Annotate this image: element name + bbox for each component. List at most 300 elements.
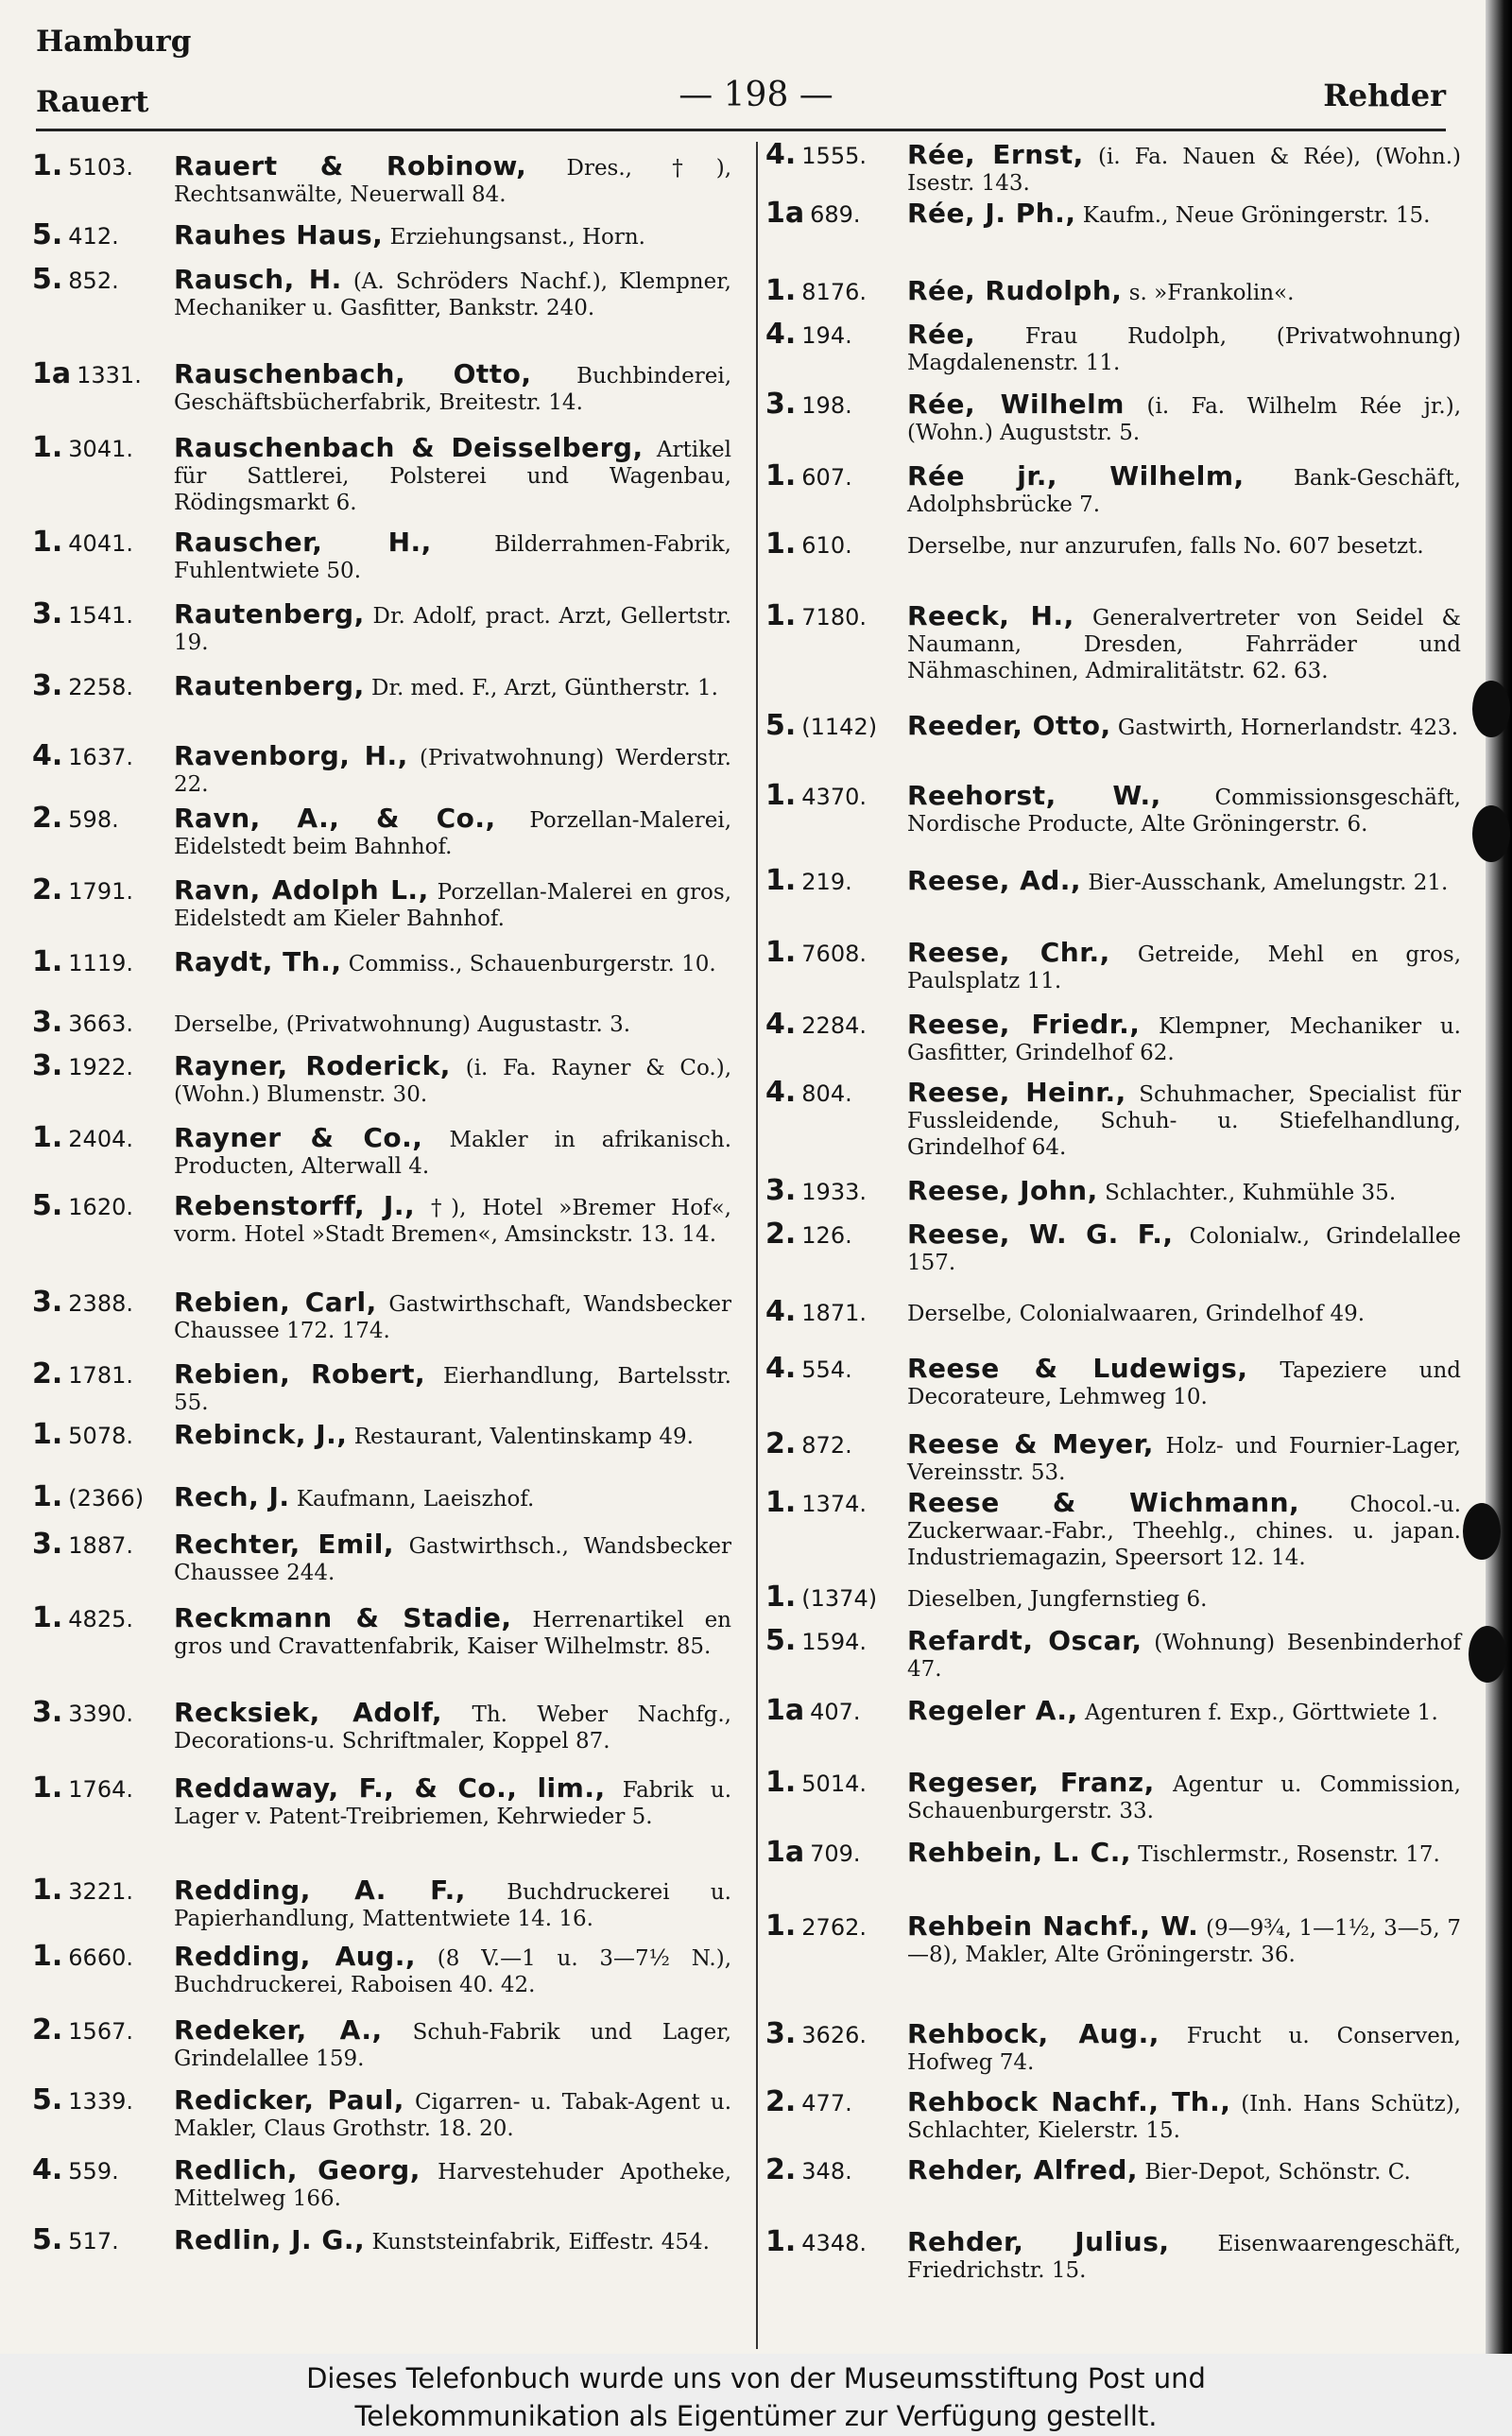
entry-text <box>32 1010 731 1038</box>
subscriber-details: Kaufmann, Laeiszhof. <box>296 1487 535 1512</box>
phone-number <box>765 388 852 421</box>
subscriber-name: Reddaway, F., & Co., lim., <box>174 1772 606 1804</box>
subscriber-details: Commiss., Schauenburgerstr. 10. <box>348 952 716 976</box>
directory-entry <box>32 802 732 860</box>
entry-text <box>765 2086 1461 2144</box>
phone-number <box>765 1909 867 1943</box>
entry-text <box>765 531 1461 560</box>
subscriber-name: Rehder, Julius, <box>907 2226 1170 2257</box>
binding-hole <box>1463 1503 1501 1560</box>
directory-entry <box>32 1874 731 1932</box>
phone-number <box>32 597 133 631</box>
directory-entry <box>32 1006 731 1039</box>
directory-entry <box>32 1286 731 1344</box>
entry-text <box>32 2014 732 2072</box>
subscriber-name: Reese, Friedr., <box>907 1009 1141 1040</box>
line-number: 1887. <box>68 1532 133 1559</box>
subscriber-name: Rée jr., Wilhelm, <box>907 460 1245 492</box>
subscriber-name: Reese, John, <box>907 1175 1098 1206</box>
line-number: 3390. <box>68 1701 133 1727</box>
phone-number <box>32 873 133 907</box>
phone-number <box>32 1940 133 1973</box>
subscriber-name: Redding, Aug., <box>174 1941 416 1972</box>
phone-number <box>32 802 119 835</box>
line-number: 7608. <box>801 941 867 967</box>
exchange-zone: 4. <box>32 2153 63 2186</box>
entry-text <box>32 670 731 701</box>
subscriber-details: †), Hotel »Bremer Hof«, vorm. Hotel »Stadt Bremen«, Amsinckstr. 13. 14. <box>174 1196 731 1247</box>
subscriber-name: Rée, Rudolph, <box>907 275 1123 306</box>
entry-text <box>765 1011 1461 1066</box>
phone-number <box>32 263 119 296</box>
exchange-zone: 4. <box>32 739 63 772</box>
entry-text <box>765 1299 1461 1327</box>
directory-entry <box>765 2017 1461 2076</box>
exchange-zone: 2. <box>765 2085 797 2118</box>
line-number: 3221. <box>68 1878 133 1905</box>
subscriber-details: Chocol.-u. Zuckerwaar.-Fabr., Theehlg., chines. u. japan. Industriemagazin, Speersort 12. 14. <box>907 1493 1462 1570</box>
phone-number <box>765 1295 867 1328</box>
exchange-zone: 3. <box>32 1528 63 1561</box>
entry-text <box>765 1175 1461 1206</box>
subscriber-details: Bank-Geschäft, Adolphsbrücke 7. <box>907 466 1461 517</box>
subscriber-name: Reese & Wichmann, <box>907 1487 1300 1518</box>
subscriber-name: Rée, J. Ph., <box>907 198 1076 229</box>
entry-text <box>32 598 732 656</box>
subscriber-name: Refardt, Oscar, <box>907 1625 1143 1656</box>
phone-number <box>765 274 867 307</box>
entry-text <box>32 1941 732 1998</box>
subscriber-name: Reese & Meyer, <box>907 1428 1154 1460</box>
subscriber-details: s. »Frankolin«. <box>1128 281 1295 305</box>
exchange-zone: 1. <box>765 1581 797 1614</box>
entry-text <box>765 321 1461 376</box>
subscriber-name: Reese & Ludewigs, <box>907 1353 1248 1384</box>
subscriber-details: Buchdruckerei u. Papierhandlung, Mattentwiete 14. 16. <box>174 1880 731 1931</box>
exchange-zone: 1. <box>32 1874 63 1907</box>
entry-text <box>765 200 1461 229</box>
exchange-zone: 1a <box>765 1836 805 1869</box>
exchange-zone: 1. <box>765 2225 797 2258</box>
directory-entry <box>765 1295 1461 1328</box>
exchange-zone: 1. <box>765 274 797 307</box>
footer-line-1: Dieses Telefonbuch wurde uns von der Museumsstiftung Post und <box>306 2362 1206 2394</box>
directory-entry <box>32 739 731 798</box>
entry-text <box>765 1837 1461 1868</box>
subscriber-name: Rehbock, Aug., <box>907 2018 1160 2049</box>
phone-number <box>765 318 852 351</box>
subscriber-details: (i. Fa. Nauen & Rée), (Wohn.) Isestr. 143. <box>907 145 1461 196</box>
entry-text <box>765 391 1461 446</box>
directory-entry <box>32 431 731 516</box>
subscriber-details: Fabrik u. Lager v. Patent-Treibriemen, Kehrwieder 5. <box>174 1778 732 1829</box>
exchange-zone: 3. <box>32 669 63 702</box>
line-number: 6660. <box>68 1944 133 1971</box>
entry-text <box>765 1625 1462 1683</box>
exchange-zone: 3. <box>32 1006 63 1039</box>
subscriber-name: Rehbein, L. C., <box>907 1837 1131 1868</box>
subscriber-details: Herrenartikel en gros und Cravattenfabrik, Kaiser Wilhelmstr. 85. <box>174 1608 731 1659</box>
phone-number <box>32 1286 133 1319</box>
exchange-zone: 1. <box>765 599 797 632</box>
entry-text <box>32 432 731 516</box>
exchange-zone: 1. <box>765 936 797 969</box>
binding-hole <box>1472 805 1510 862</box>
phone-number <box>765 1766 867 1799</box>
subscriber-name: Rauhes Haus, <box>174 219 384 251</box>
entry-text <box>32 1190 731 1248</box>
entry-text <box>32 874 731 932</box>
line-number: (1142) <box>801 714 878 740</box>
right-guide-word: Rehder <box>1323 78 1446 113</box>
entry-text <box>32 2224 731 2255</box>
phone-number <box>765 864 852 897</box>
line-number: 1871. <box>801 1300 867 1326</box>
subscriber-details: Tapeziere und Decorateure, Lehmweg 10. <box>907 1358 1461 1409</box>
directory-entry <box>32 149 732 208</box>
subscriber-name: Raydt, Th., <box>174 946 342 977</box>
line-number: 2284. <box>801 1012 867 1039</box>
exchange-zone: 1. <box>32 149 63 182</box>
phone-number <box>765 1427 852 1460</box>
line-number: 3663. <box>68 1011 133 1037</box>
entry-text <box>765 275 1461 306</box>
header-rule <box>36 129 1446 131</box>
subscriber-details: Gastwirth, Hornerlandstr. 423. <box>1117 716 1459 740</box>
line-number: 3041. <box>68 436 133 462</box>
entry-text <box>32 1419 731 1450</box>
entry-text <box>765 1077 1461 1161</box>
directory-entry <box>765 1694 1461 1727</box>
subscriber-name: Ravenborg, H., <box>174 740 408 771</box>
entry-text <box>32 1289 731 1344</box>
subscriber-name: Rehbock Nachf., Th., <box>907 2086 1231 2117</box>
phone-number <box>765 527 852 561</box>
exchange-zone: 4. <box>765 318 797 351</box>
directory-entry <box>765 2225 1461 2284</box>
directory-entry <box>765 1581 1461 1614</box>
directory-entry <box>765 459 1461 518</box>
phone-number <box>765 1352 852 1385</box>
entry-text <box>765 937 1462 994</box>
line-number: 7180. <box>801 604 867 631</box>
exchange-zone: 5. <box>32 1189 63 1222</box>
subscriber-name: Rehder, Alfred, <box>907 2154 1139 2185</box>
exchange-zone: 3. <box>765 1174 797 1207</box>
phone-number <box>765 709 878 742</box>
entry-text <box>32 1602 731 1660</box>
phone-number <box>32 945 133 978</box>
directory-entry <box>765 1909 1461 1968</box>
entry-text <box>765 780 1461 838</box>
exchange-zone: 1. <box>765 1486 797 1519</box>
entry-text <box>765 1487 1462 1571</box>
exchange-zone: 2. <box>765 2153 797 2186</box>
line-number: 804. <box>801 1080 852 1107</box>
left-guide-word: Rauert <box>36 85 149 119</box>
exchange-zone: 1a <box>765 197 805 230</box>
directory-entry <box>32 263 731 321</box>
directory-entry <box>765 599 1462 684</box>
exchange-zone: 1a <box>765 1694 805 1727</box>
footer-line-2: Telekommunikation als Eigentümer zur Verfügung gestellt. <box>354 2400 1158 2432</box>
subscriber-details: Artikel für Sattlerei, Polsterei und Wagenbau, Rödingsmarkt 6. <box>174 438 731 515</box>
exchange-zone: 3. <box>32 1049 63 1082</box>
entry-text <box>32 529 731 584</box>
phone-number <box>32 1006 133 1039</box>
subscriber-details: Th. Weber Nachfg., Decorations-u. Schriftmaler, Koppel 87. <box>174 1702 731 1754</box>
directory-entry <box>32 1121 732 1180</box>
directory-entry <box>765 1352 1461 1410</box>
subscriber-name: Reckmann & Stadie, <box>174 1602 512 1633</box>
line-number: 1594. <box>801 1629 867 1655</box>
subscriber-details: Restaurant, Valentinskamp 49. <box>353 1425 694 1449</box>
line-number: 477. <box>801 2090 852 2116</box>
phone-number <box>32 526 133 559</box>
directory-entry <box>765 1076 1461 1161</box>
line-number: 2762. <box>801 1914 867 1941</box>
city-heading: Hamburg <box>36 25 192 59</box>
binding-hole <box>1472 681 1510 737</box>
subscriber-name: Reeder, Otto, <box>907 710 1111 741</box>
exchange-zone: 4. <box>765 1076 797 1109</box>
subscriber-details: Kunststeinfabrik, Eiffestr. 454. <box>371 2230 710 2255</box>
phone-number <box>765 779 867 812</box>
phone-number <box>32 1874 133 1907</box>
line-number: 198. <box>801 392 852 419</box>
subscriber-details: Erziehungsanst., Horn. <box>389 225 645 250</box>
line-number: 1781. <box>68 1362 133 1389</box>
directory-entry <box>765 1174 1461 1207</box>
line-number: 1374. <box>801 1491 867 1517</box>
entry-text <box>32 946 731 977</box>
entry-text <box>765 865 1461 896</box>
entry-text <box>32 1531 731 1586</box>
exchange-zone: 4. <box>765 138 797 171</box>
exchange-zone: 2. <box>32 802 63 835</box>
directory-entry <box>32 2013 732 2072</box>
phone-number <box>32 2153 119 2186</box>
phone-number <box>765 1581 878 1614</box>
entry-text <box>765 1218 1461 1276</box>
directory-entry <box>32 945 731 978</box>
subscriber-name: Ravn, Adolph L., <box>174 874 429 906</box>
exchange-zone: 2. <box>32 1357 63 1391</box>
exchange-zone: 4. <box>765 1295 797 1328</box>
exchange-zone: 5. <box>32 2223 63 2256</box>
line-number: 607. <box>801 464 852 491</box>
subscriber-details: Eisenwaarengeschäft, Friedrichstr. 15. <box>907 2232 1461 2283</box>
directory-entry <box>765 936 1462 994</box>
line-number: 598. <box>68 806 119 833</box>
subscriber-details: Frau Rudolph, (Privatwohnung) Magdalenenstr. 11. <box>907 324 1461 375</box>
exchange-zone: 4. <box>765 1352 797 1385</box>
directory-entry <box>765 197 1461 230</box>
line-number: 5103. <box>68 154 133 181</box>
subscriber-details: Schuh-Fabrik und Lager, Grindelallee 159. <box>174 2020 732 2071</box>
footer-notice <box>0 2354 1512 2436</box>
subscriber-details: (Inh. Hans Schütz), Schlachter, Kielerstr. 15. <box>907 2092 1461 2143</box>
exchange-zone: 5. <box>765 1624 797 1657</box>
entry-text <box>765 460 1461 518</box>
subscriber-details: Cigarren- u. Tabak-Agent u. Makler, Claus Grothstr. 18. 20. <box>174 2090 732 2141</box>
entry-text <box>32 1122 732 1180</box>
phone-number <box>765 1076 852 1109</box>
subscriber-details: Dr. Adolf, pract. Arzt, Gellertstr. 19. <box>174 604 732 655</box>
subscriber-details: Derselbe, Colonialwaaren, Grindelhof 49. <box>907 1302 1366 1326</box>
subscriber-name: Rauschenbach & Deisselberg, <box>174 432 644 463</box>
phone-number <box>765 2153 852 2186</box>
subscriber-name: Rebenstorff, J., <box>174 1190 416 1221</box>
line-number: 412. <box>68 223 119 250</box>
entry-text <box>32 1697 731 1754</box>
line-number: 1119. <box>68 950 133 976</box>
entry-text <box>765 1767 1461 1824</box>
subscriber-details: Kaufm., Neue Gröningerstr. 15. <box>1082 203 1431 228</box>
phone-number <box>32 1771 133 1805</box>
entry-text <box>32 150 732 208</box>
entry-text <box>32 264 731 321</box>
line-number: 559. <box>68 2158 119 2185</box>
entry-text <box>32 1050 731 1108</box>
subscriber-details: Klempner, Mechaniker u. Gasfitter, Grindelhof 62. <box>907 1014 1461 1065</box>
phone-number <box>32 1049 133 1082</box>
subscriber-details: Tischlermstr., Rosenstr. 17. <box>1138 1842 1440 1867</box>
entry-text <box>765 139 1461 197</box>
phone-number <box>32 149 133 182</box>
entry-text <box>32 2154 732 2212</box>
line-number: 554. <box>801 1356 852 1383</box>
subscriber-name: Reese, W. G. F., <box>907 1218 1174 1250</box>
directory-entry <box>765 138 1461 197</box>
subscriber-details: Dres., †), Rechtsanwälte, Neuerwall 84. <box>174 156 732 207</box>
subscriber-name: Rebinck, J., <box>174 1419 348 1450</box>
exchange-zone: 3. <box>32 1696 63 1729</box>
subscriber-details: Bier-Depot, Schönstr. C. <box>1144 2160 1411 2185</box>
phone-number <box>765 1486 867 1519</box>
subscriber-name: Reese, Heinr., <box>907 1077 1126 1108</box>
line-number: 872. <box>801 1432 852 1459</box>
phone-number <box>32 1601 133 1634</box>
entry-text <box>765 600 1462 684</box>
phone-number <box>32 669 133 702</box>
subscriber-details: Generalvertreter von Seidel & Naumann, Dresden, Fahrräder und Nähmaschinen, Admiralitätstr. 62. 63. <box>907 606 1462 683</box>
column-divider <box>756 142 758 2349</box>
phone-number <box>765 1174 867 1207</box>
exchange-zone: 1. <box>765 1766 797 1799</box>
subscriber-details: (8 V.—1 u. 3—7½ N.), Buchdruckerei, Raboisen 40. 42. <box>174 1946 732 1997</box>
subscriber-name: Rebien, Robert, <box>174 1358 426 1390</box>
line-number: 1331. <box>77 362 142 389</box>
subscriber-name: Rautenberg, <box>174 598 365 630</box>
phone-number <box>32 1418 133 1451</box>
subscriber-details: Getreide, Mehl en gros, Paulsplatz 11. <box>907 942 1462 993</box>
line-number: 1555. <box>801 143 867 169</box>
subscriber-details: (Privatwohnung) Werderstr. 22. <box>174 746 731 797</box>
exchange-zone: 1. <box>765 459 797 492</box>
line-number: 194. <box>801 322 852 349</box>
directory-entry <box>765 318 1461 376</box>
directory-entry <box>765 709 1461 742</box>
phone-number <box>32 1480 145 1513</box>
exchange-zone: 2. <box>32 2013 63 2047</box>
line-number: 517. <box>68 2228 119 2255</box>
subscriber-name: Reese, Ad., <box>907 865 1082 896</box>
directory-entry <box>32 1601 731 1660</box>
subscriber-details: Buchbinderei, Geschäftsbücherfabrik, Breitestr. 14. <box>174 364 732 415</box>
exchange-zone: 1. <box>765 779 797 812</box>
exchange-zone: 3. <box>765 388 797 421</box>
exchange-zone: 4. <box>765 1008 797 1041</box>
subscriber-details: Schlachter., Kuhmühle 35. <box>1105 1181 1397 1205</box>
subscriber-details: Dieselben, Jungfernstieg 6. <box>907 1587 1208 1612</box>
subscriber-name: Recksiek, Adolf, <box>174 1697 443 1728</box>
line-number: 1637. <box>68 744 133 770</box>
line-number: 1620. <box>68 1194 133 1220</box>
entry-text <box>32 740 731 798</box>
subscriber-name: Reese, Chr., <box>907 937 1110 968</box>
subscriber-name: Rautenberg, <box>174 670 365 701</box>
line-number: 2258. <box>68 674 133 700</box>
directory-entry <box>32 1528 732 1586</box>
entry-text <box>32 219 731 251</box>
line-number: 407. <box>810 1699 861 1725</box>
phone-number <box>765 459 852 492</box>
line-number: 1764. <box>68 1776 133 1803</box>
exchange-zone: 2. <box>765 1427 797 1460</box>
directory-entry <box>32 218 731 251</box>
phone-number <box>765 138 867 171</box>
directory-entry <box>32 2083 732 2142</box>
phone-number <box>765 1836 861 1869</box>
entry-text <box>765 2154 1461 2185</box>
directory-entry <box>765 1624 1462 1683</box>
phone-number <box>32 1357 133 1391</box>
line-number: 4348. <box>801 2230 867 2256</box>
phone-number <box>765 197 861 230</box>
subscriber-name: Rayner & Co., <box>174 1122 423 1153</box>
phone-number <box>765 599 867 632</box>
entry-text <box>32 2084 732 2142</box>
directory-entry <box>765 864 1461 897</box>
page-number: — 198 — <box>679 76 833 114</box>
subscriber-name: Redlich, Georg, <box>174 2154 421 2185</box>
exchange-zone: 2. <box>765 1218 797 1251</box>
exchange-zone: 5. <box>765 709 797 742</box>
line-number: 4041. <box>68 530 133 557</box>
subscriber-details: Harvestehuder Apotheke, Mittelweg 166. <box>174 2160 732 2211</box>
line-number: 852. <box>68 268 119 294</box>
entry-text <box>765 1353 1461 1410</box>
exchange-zone: 1. <box>765 1909 797 1943</box>
phone-number <box>765 1008 867 1041</box>
line-number: 4825. <box>68 1606 133 1633</box>
line-number: 2404. <box>68 1126 133 1152</box>
directory-entry <box>32 1357 731 1416</box>
directory-entry <box>32 357 732 416</box>
exchange-zone: 5. <box>32 2083 63 2116</box>
directory-entry <box>765 779 1461 838</box>
directory-entry <box>32 1940 732 1998</box>
phone-number <box>765 1624 867 1657</box>
subscriber-name: Regeler A., <box>907 1695 1078 1726</box>
directory-entry <box>765 1427 1461 1486</box>
phone-number <box>32 1189 133 1222</box>
line-number: 1541. <box>68 602 133 629</box>
exchange-zone: 5. <box>32 218 63 251</box>
exchange-zone: 1. <box>32 431 63 464</box>
directory-entry <box>32 1049 731 1108</box>
